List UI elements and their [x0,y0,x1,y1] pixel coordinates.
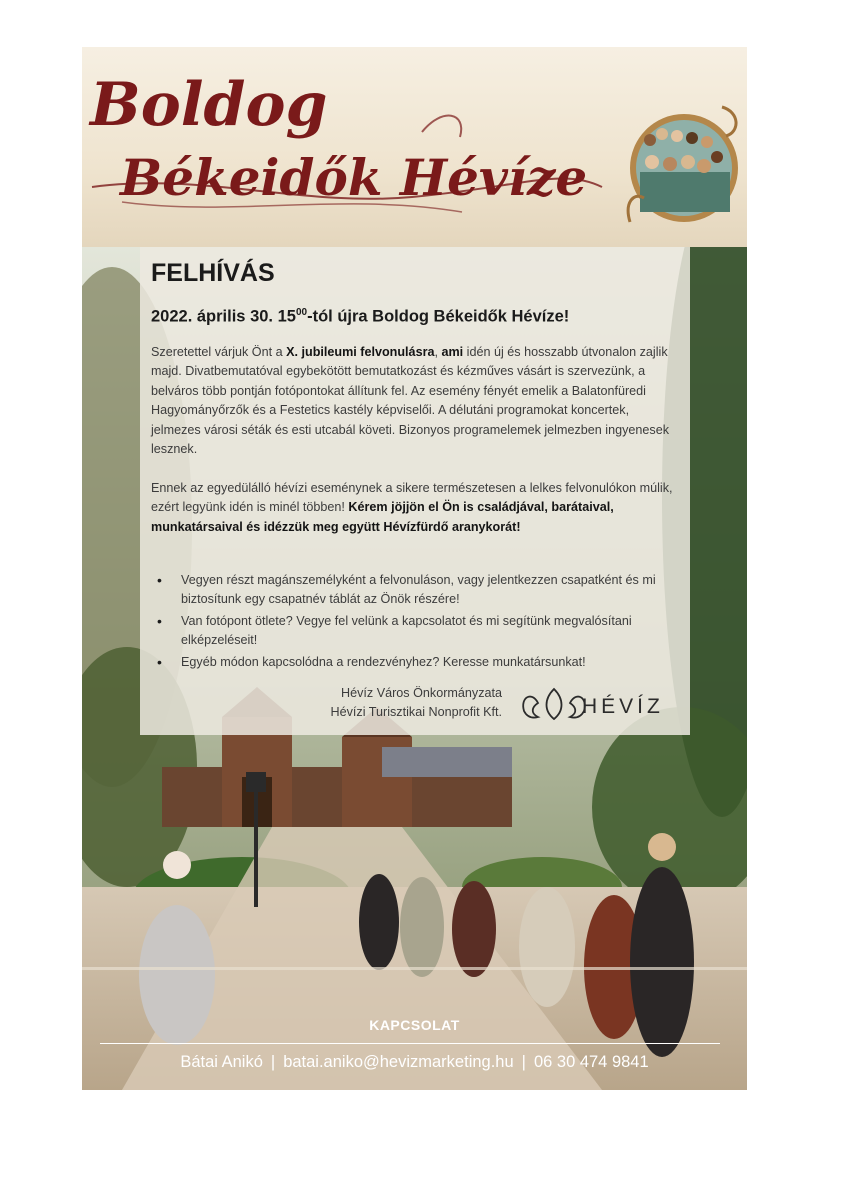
bold-run: ami [441,345,464,359]
date-text: 2022. április 30. 15 [151,307,296,326]
separator: | [270,1053,276,1071]
bold-run: Kérem jöjjön el Ön is családjával, barátaival, munkatársaival és idézzük meg együtt Hévízfürdő aranykorát! [151,500,614,534]
text-run: Ennek az egyedülálló hévízi eseménynek a sikere természetesen a lelkes felvonulókon múlik, ezért legyünk idén is minél többen! [151,481,673,515]
organizer-name: Hévízi Turisztikai Nonprofit Kft. [330,705,502,719]
contact-email[interactable]: batai.aniko@hevizmarketing.hu [283,1053,514,1071]
list-item: • Van fotópont ötlete? Vegye fel velünk a kapcsolatot és mi segítünk megvalósítani elképzeléseit! [151,612,681,651]
contact-divider [100,1043,720,1044]
invitation-paragraph [151,479,679,537]
time-superscript: 00 [295,307,308,318]
list-item: • Egyéb módon kapcsolódna a rendezvényhez? Keresse munkatársunkat! [151,653,681,672]
intro-paragraph [151,343,679,459]
bold-run: X. jubileumi felvonulásra [286,345,435,359]
photo-medallion [622,102,742,232]
organizer-name: Hévíz Város Önkormányzata [341,686,502,700]
bullet-list [151,571,681,674]
organizers [331,684,502,722]
page-title: FELHÍVÁS [151,259,275,287]
title-line2: Békeidők Hévíze [120,148,588,207]
text-run: Szeretettel várjuk Önt a [151,345,287,359]
text-run: idén új és hosszabb útvonalon zajlik majd. Divatbemutatóval egybekötött bemutatkozást és kézműves vásárt is szervezünk, a belváros több pontján fotópontokat állítunk fel. Az esemény fényét emelik a Balatonfüredi Hagyományőrzők és a Festetics kastély képviselői. A délutáni programokat koncertek, jelmezes városi séták és esti utcabál követi. Bizonyos programelemek jelmezben ingyenesek lesznek. [151,345,669,457]
contact-details [82,1053,747,1072]
list-item: • Vegyen részt magánszemélyként a felvonuláson, vagy jelentkezzen csapatként és mi biztosítunk egy csapatnév táblát az Önök részére! [151,571,681,610]
separator: | [521,1053,526,1071]
contact-title: KAPCSOLAT [369,1017,460,1033]
title-line1: Boldog [90,70,328,140]
contact-phone[interactable]: 06 30 474 9841 [533,1053,649,1071]
event-date-heading [151,307,569,327]
poster [82,47,747,1090]
logo-wordmark: HÉVÍZ [582,695,664,718]
contact-name: Bátai Anikó [180,1053,263,1071]
event-title-text: -tól újra Boldog Békeidők Hévíze! [307,307,570,326]
text-run: , [434,345,442,359]
